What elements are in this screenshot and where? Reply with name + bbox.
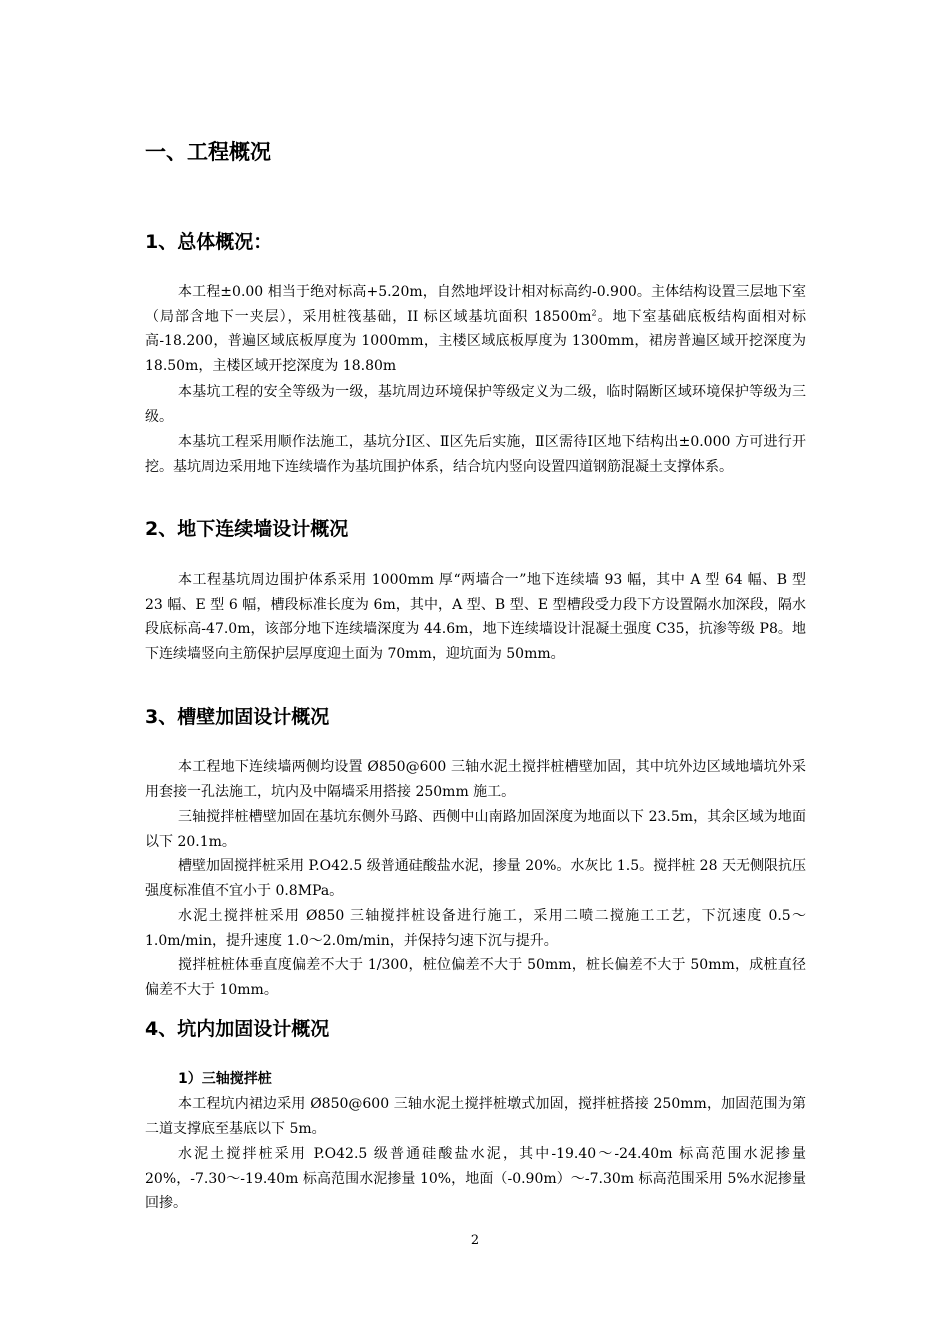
page-number: 2	[470, 1233, 480, 1248]
heading-overview: 1、总体概况：	[145, 231, 273, 253]
paragraph-overview-1	[145, 280, 806, 378]
paragraph-pit-2: 水泥土搅拌桩采用 P.O42.5 级普通硅酸盐水泥，其中-19.40～-24.40m 标高范围水泥掺量 20%，-7.30～-19.40m 标高范围水泥掺量 10%，地面（-0.90m）～-7.30m 标高范围采用 5%水泥掺量回掺。	[145, 1146, 806, 1211]
paragraph-pit-1: 本工程坑内裙边采用 Ø850@600 三轴水泥土搅拌桩墩式加固，搅拌桩搭接 250mm，加固范围为第二道支撑底至基底以下 5m。	[145, 1096, 806, 1137]
paragraph-trench-1: 本工程地下连续墙两侧均设置 Ø850@600 三轴水泥土搅拌桩槽壁加固，其中坑外边区域地墙坑外采用套接一孔法施工，坑内及中隔墙采用搭接 250mm 施工。	[145, 759, 806, 800]
paragraph-diaphragm-wall: 本工程基坑周边围护体系采用 1000mm 厚“两墙合一”地下连续墙 93 幅，其中 A 型 64 幅、B 型 23 幅、E 型 6 幅，槽段标准长度为 6m，其中，A 型、B 型、E 型槽段受力段下方设置隔水加深段，隔水段底标高-47.0m，该部分地下连续墙深度为 44.6m，地下连续墙设计混凝土强度 C35，抗渗等级 P8。地下连续墙竖向主筋保护层厚度迎土面为 70mm，迎坑面为 50mm。	[145, 572, 806, 662]
paragraph-overview-1-part-b: 。地下室基础底板结构面相对标高-18.200，普遍区域底板厚度为 1000mm，主楼区域底板厚度为 1300mm，裙房普遍区域开挖深度为 18.50m，主楼区域开挖深度为 18.80m	[145, 308, 806, 374]
heading-diaphragm-wall: 2、地下连续墙设计概况	[145, 518, 349, 540]
superscript-square: 2	[591, 307, 597, 317]
paragraph-trench-4: 水泥土搅拌桩采用 Ø850 三轴搅拌桩设备进行施工，采用二喷二搅施工工艺，下沉速度 0.5～1.0m/min，提升速度 1.0～2.0m/min，并保持匀速下沉与提升。	[145, 908, 806, 949]
section-title: 一、工程概况	[145, 140, 271, 164]
paragraph-trench-3: 槽壁加固搅拌桩采用 P.O42.5 级普通硅酸盐水泥，掺量 20%。水灰比 1.5。搅拌桩 28 天无侧限抗压强度标准值不宜小于 0.8MPa。	[145, 858, 806, 899]
subheading-triaxial-mixing-pile: 1）三轴搅拌桩	[178, 1071, 272, 1087]
paragraph-trench-5: 搅拌桩桩体垂直度偏差不大于 1/300，桩位偏差不大于 50mm，桩长偏差不大于 50mm，成桩直径偏差不大于 10mm。	[145, 957, 806, 998]
paragraph-overview-1-part-a: 本工程±0.00 相当于绝对标高+5.20m，自然地坪设计相对标高约-0.900。主体结构设置三层地下室（局部含地下一夹层），采用桩筏基础，II 标区域基坑面积 18500m	[145, 284, 806, 325]
heading-trench-wall-reinforcement: 3、槽壁加固设计概况	[145, 706, 330, 728]
paragraph-overview-3: 本基坑工程采用顺作法施工，基坑分Ⅰ区、Ⅱ区先后实施，Ⅱ区需待Ⅰ区地下结构出±0.000 方可进行开挖。基坑周边采用地下连续墙作为基坑围护体系，结合坑内竖向设置四道钢筋混凝土支撑体系。	[145, 434, 806, 475]
paragraph-trench-2: 三轴搅拌桩槽壁加固在基坑东侧外马路、西侧中山南路加固深度为地面以下 23.5m，其余区域为地面以下 20.1m。	[145, 809, 806, 850]
heading-pit-reinforcement: 4、坑内加固设计概况	[145, 1018, 330, 1040]
paragraph-overview-2: 本基坑工程的安全等级为一级，基坑周边环境保护等级定义为二级，临时隔断区域环境保护等级为三级。	[145, 384, 806, 425]
